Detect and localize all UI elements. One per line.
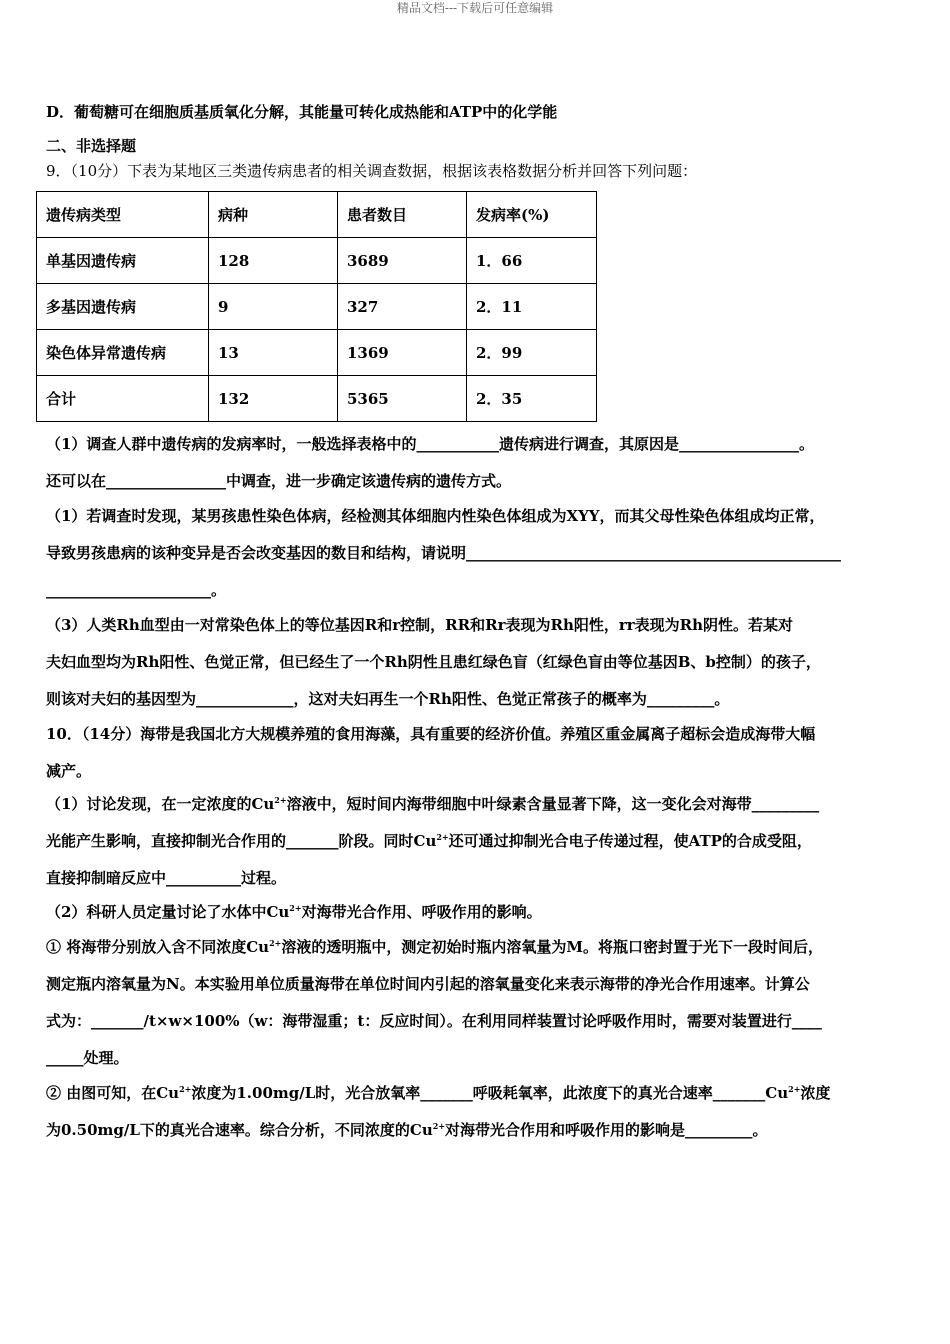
q9-part1-line1: （1）调查人群中遗传病的发病率时，一般选择表格中的___________遗传病进行调查，其原因是________________。 <box>46 435 814 453</box>
table-cell: 合计 <box>37 376 209 422</box>
q9-part2-line1: （1）若调查时发现，某男孩患性染色体病，经检测其体细胞内性染色体组成为XYY，而其父母性染色体组成均正常， <box>46 507 825 525</box>
table-row <box>37 238 597 284</box>
ion-charge: 2+ <box>269 938 282 948</box>
table-cell: 3689 <box>338 238 467 284</box>
table-cell: 1369 <box>338 330 467 376</box>
q10-intro-line1: 10．（14分）海带是我国北方大规模养殖的食用海藻，具有重要的经济价值。养殖区重金属离子超标会造成海带大幅 <box>46 725 816 743</box>
table-cell: 染色体异常遗传病 <box>37 330 209 376</box>
q10-part1-line1: （1）讨论发现，在一定浓度的$Cu^{2+}$溶液中，短时间内海带细胞中叶绿素含量显著下降，这一变化会对海带_________ <box>46 795 820 813</box>
ion-charge: 2+ <box>179 1084 192 1094</box>
q10-part2-line: （2）科研人员定量讨论了水体中$Cu^{2+}$对海带光合作用、呼吸作用的影响。 <box>46 903 542 921</box>
ion-charge: 2+ <box>432 1121 446 1131</box>
q9-part2-line2: 导致男孩患病的该种变异是否会改变基因的数目和结构，请说明__________________________________________________ <box>46 544 842 562</box>
table-header-cell: 发病率(%) <box>467 192 597 238</box>
table-header-cell: 病种 <box>209 192 338 238</box>
ion-charge: 2+ <box>289 903 302 913</box>
table-cell: 单基因遗传病 <box>37 238 209 284</box>
table-header-cell: 遗传病类型 <box>37 192 209 238</box>
table-cell: 132 <box>209 376 338 422</box>
page-header: 精品文档---下载后可任意编辑 <box>396 1 554 15</box>
table-cell: 5365 <box>338 376 467 422</box>
q10-step2-line2: 为0.50mg/L下的真光合速率。综合分析，不同浓度的$Cu^{2+}$对海带光合作用和呼吸作用的影响是_________。 <box>46 1121 768 1139</box>
table-cell: 9 <box>209 284 338 330</box>
q10-step1-line1: ① 将海带分别放入含不同浓度$Cu^{2+}$溶液的透明瓶中，测定初始时瓶内溶氧量为M。将瓶口密封置于光下一段时间后， <box>46 938 823 956</box>
table-cell: 2．99 <box>467 330 597 376</box>
ion-charge: 2+ <box>436 832 449 842</box>
table-cell: 多基因遗传病 <box>37 284 209 330</box>
table-header-cell: 患者数目 <box>338 192 467 238</box>
q8-option-d: D．葡萄糖可在细胞质基质氧化分解，其能量可转化成热能和ATP中的化学能 <box>46 103 558 121</box>
section-title: 二、非选择题 <box>46 137 137 155</box>
q9-intro: 9．（10分）下表为某地区三类遗传病患者的相关调查数据，根据该表格数据分析并回答下列问题： <box>46 162 698 180</box>
q10-step1-line2: 测定瓶内溶氧量为N。本实验用单位质量海带在单位时间内引起的溶氧量变化来表示海带的净光合作用速率。计算公 <box>46 975 810 993</box>
table-cell: 1．66 <box>467 238 597 284</box>
q10-step1-line3: 式为：_______/t×w×100%（w：海带湿重；t：反应时间）。在利用同样装置讨论呼吸作用时，需要对装置进行____ <box>46 1012 822 1030</box>
ion-charge: 2+ <box>274 795 287 805</box>
q9-part1-line2: 还可以在________________中调查，进一步确定该遗传病的遗传方式。 <box>46 472 512 490</box>
q10-part1-line3: 直接抑制暗反应中__________过程。 <box>46 869 287 887</box>
table-cell: 2．11 <box>467 284 597 330</box>
genetic-disease-table <box>36 191 597 422</box>
q10-part1-line2: 光能产生影响，直接抑制光合作用的_______阶段。同时$Cu^{2+}$还可通过抑制光合电子传递过程，使ATP的合成受阻， <box>46 832 812 850</box>
q9-part2-line3: ______________________。 <box>46 581 227 599</box>
q10-step2-line1: ② 由图可知，在$Cu^{2+}$浓度为1.00mg/L时，光合放氧率_______呼吸耗氧率，此浓度下的真光合速率$\_\_\_\_\_\_\_Cu^{2+}$浓度 <box>46 1084 831 1102</box>
q10-intro-line2: 减产。 <box>46 762 92 780</box>
q9-part3-line1: （3）人类Rh血型由一对常染色体上的等位基因R和r控制，RR和Rr表现为Rh阳性，rr表现为Rh阴性。若某对 <box>46 616 794 634</box>
table-cell: 2．35 <box>467 376 597 422</box>
ion-charge: 2+ <box>788 1084 801 1094</box>
table-cell: 13 <box>209 330 338 376</box>
table-row <box>37 330 597 376</box>
q9-part3-line2: 夫妇血型均为Rh阳性、色觉正常，但已经生了一个Rh阴性且患红绿色盲（红绿色盲由等位基因B、b控制）的孩子， <box>46 653 821 671</box>
table-row <box>37 376 597 422</box>
table-cell: 128 <box>209 238 338 284</box>
q10-step1-line4: _____处理。 <box>46 1049 129 1067</box>
table-row <box>37 284 597 330</box>
q9-part3-line3: 则该对夫妇的基因型为_____________，这对夫妇再生一个Rh阳性、色觉正常孩子的概率为_________。 <box>46 690 730 708</box>
table-cell: 327 <box>338 284 467 330</box>
table-header-row <box>37 192 597 238</box>
